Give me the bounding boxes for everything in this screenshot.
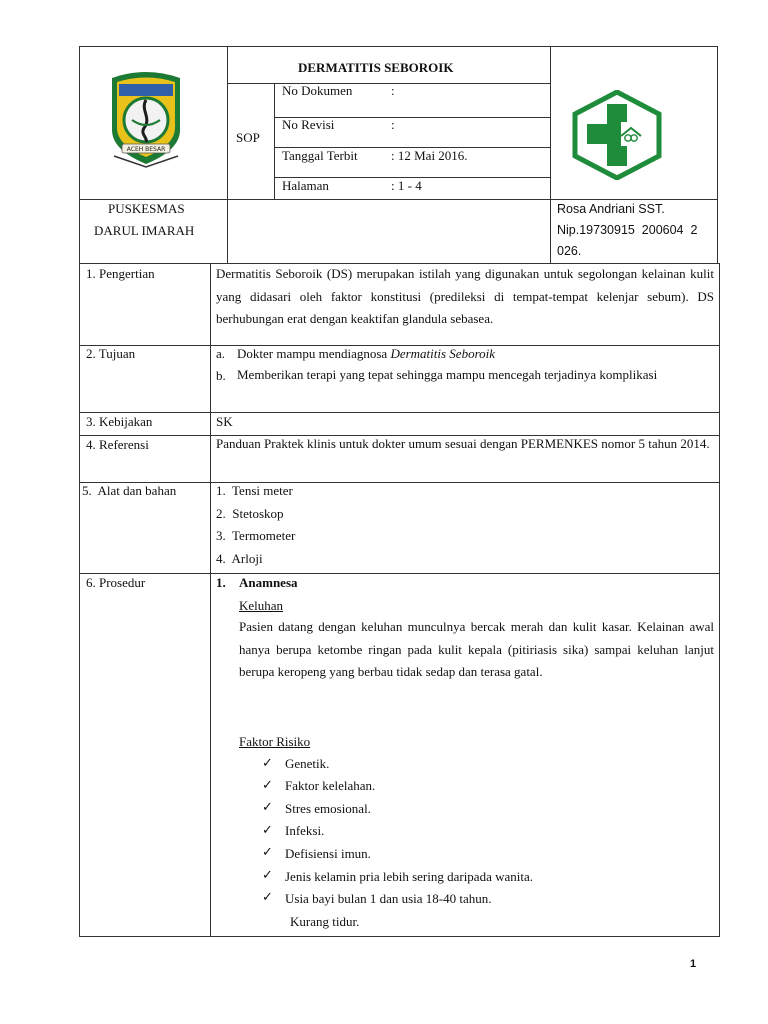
prosedur-heading: Anamnesa bbox=[239, 575, 298, 590]
checkmark-icon: ✓ bbox=[262, 844, 273, 859]
header-logo-row-bottom bbox=[79, 199, 718, 200]
page-number: 1 bbox=[690, 958, 697, 970]
checkmark-icon: ✓ bbox=[262, 822, 273, 837]
emblem-banner-text: ACEH BESAR bbox=[126, 146, 166, 153]
header-border-top bbox=[79, 46, 718, 47]
section-label-prosedur: 6. Prosedur bbox=[86, 575, 146, 590]
field-value-no-revisi: : bbox=[391, 117, 395, 132]
field-value-tanggal-terbit: : 12 Mai 2016. bbox=[391, 148, 468, 163]
header-divider-sop bbox=[274, 83, 275, 200]
alat-item: 1. Tensi meter bbox=[216, 483, 293, 498]
referensi-text: Panduan Praktek klinis untuk dokter umum sesuai dengan PERMENKES nomor 5 tahun 2014. bbox=[216, 436, 710, 451]
field-label-no-dokumen: No Dokumen bbox=[282, 83, 353, 98]
org-name-line2: DARUL IMARAH bbox=[94, 223, 195, 238]
tujuan-b-text: Memberikan terapi yang tepat sehingga mampu mencegah terjadinya komplikasi bbox=[237, 367, 658, 382]
faktor-risiko-title: Faktor Risiko bbox=[239, 734, 311, 749]
checkmark-icon: ✓ bbox=[262, 799, 273, 814]
risk-item: Faktor kelelahan. bbox=[285, 778, 376, 793]
org-name-line1: PUSKESMAS bbox=[108, 201, 185, 216]
main-border-right bbox=[719, 263, 720, 937]
header-divider-2 bbox=[550, 46, 551, 263]
kebijakan-text: SK bbox=[216, 414, 233, 429]
section-label-alat-bahan: 5. Alat dan bahan bbox=[82, 483, 177, 498]
tujuan-a-italic: Dermatitis Seboroik bbox=[390, 346, 496, 361]
field-value-no-dokumen: : bbox=[391, 83, 395, 98]
keluhan-text: Pasien datang dengan keluhan munculnya bercak merah dan kulit kasar. Kelainan awal hanya berupa ketombe ringan pada kulit kepala (pitiriasis sika) sampai keluhan lanjut berupa keropeng yang berbau tidak sedap dan terasa gatal. bbox=[239, 619, 714, 679]
main-border-bottom bbox=[79, 936, 720, 937]
tujuan-a-plain: Dokter mampu mendiagnosa bbox=[237, 346, 391, 361]
checkmark-icon: ✓ bbox=[262, 777, 273, 792]
header-border-right bbox=[717, 46, 718, 263]
risk-item: Usia bayi bulan 1 dan usia 18-40 tahun. bbox=[285, 891, 492, 906]
risk-item: Jenis kelamin pria lebih sering daripada wanita. bbox=[285, 869, 534, 884]
sop-label: SOP bbox=[236, 130, 260, 145]
risk-item: Genetik. bbox=[285, 756, 330, 771]
alat-item: 2. Stetoskop bbox=[216, 506, 284, 521]
main-border-left bbox=[79, 263, 80, 937]
checkmark-icon: ✓ bbox=[262, 867, 273, 882]
document-title: DERMATITIS SEBOROIK bbox=[298, 60, 454, 75]
aceh-besar-emblem-logo bbox=[106, 70, 186, 168]
checkmark-icon: ✓ bbox=[262, 889, 273, 904]
section-label-kebijakan: 3. Kebijakan bbox=[86, 414, 153, 429]
header-title-bottom bbox=[227, 83, 550, 84]
section-label-pengertian: 1. Pengertian bbox=[86, 266, 155, 281]
tujuan-a-marker: a. bbox=[216, 346, 226, 361]
header-divider-1 bbox=[227, 46, 228, 263]
field-label-no-revisi: No Revisi bbox=[282, 117, 335, 132]
field-value-halaman: : 1 - 4 bbox=[391, 178, 422, 193]
signer-name: Rosa Andriani SST. bbox=[557, 202, 665, 216]
alat-item: 4. Arloji bbox=[216, 551, 263, 566]
keluhan-title: Keluhan bbox=[239, 598, 284, 613]
section-label-referensi: 4. Referensi bbox=[86, 437, 149, 452]
tujuan-a-text bbox=[237, 346, 495, 362]
risk-item: Stres emosional. bbox=[285, 801, 371, 816]
tujuan-b-marker: b. bbox=[216, 368, 226, 383]
risk-item: Infeksi. bbox=[285, 823, 325, 838]
pengertian-text: Dermatitis Seboroik (DS) merupakan istilah yang digunakan untuk segolongan kelainan kulit yang didasari oleh faktor konstitusi (predileksi di tempat-tempat kelenjar sebum). DS berhubungan erat dengan keaktifan glandula sebasea. bbox=[216, 266, 714, 326]
section-label-tujuan: 2. Tujuan bbox=[86, 346, 136, 361]
signer-nip-line2: 026. bbox=[557, 244, 582, 258]
prosedur-heading-number: 1. bbox=[216, 575, 226, 590]
header-border-left bbox=[79, 46, 80, 263]
field-label-halaman: Halaman bbox=[282, 178, 329, 193]
field-label-tanggal-terbit: Tanggal Terbit bbox=[282, 148, 358, 163]
alat-item: 3. Termometer bbox=[216, 528, 296, 543]
puskesmas-logo bbox=[571, 90, 663, 180]
main-label-divider bbox=[210, 263, 211, 937]
risk-item-extra: Kurang tidur. bbox=[290, 914, 360, 929]
checkmark-icon: ✓ bbox=[262, 755, 273, 770]
main-row-line-2 bbox=[79, 412, 720, 413]
main-row-line-5 bbox=[79, 573, 720, 574]
signer-nip-line1: Nip.19730915 200604 2 bbox=[557, 223, 698, 237]
risk-item: Defisiensi imun. bbox=[285, 846, 371, 861]
